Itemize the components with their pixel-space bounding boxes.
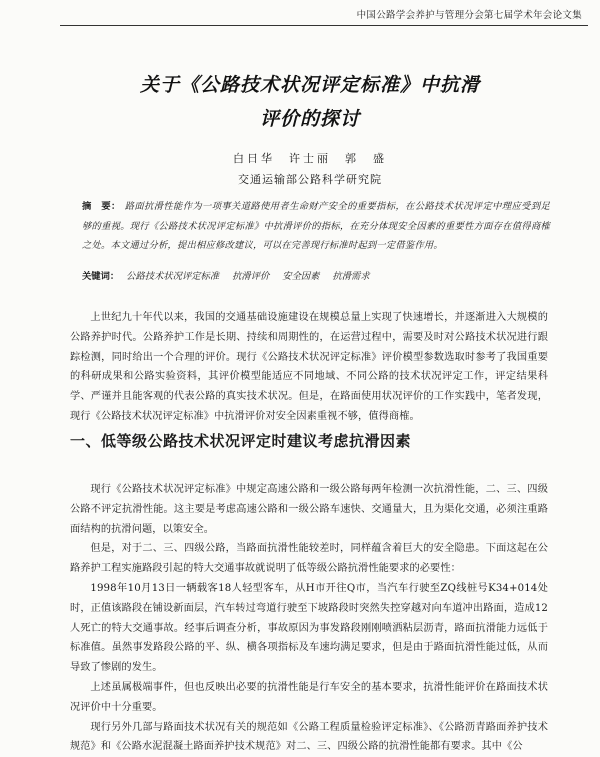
body-paragraph: 但是，对于二、三、四级公路，当路面抗滑性能较差时，同样蕴含着巨大的安全隐患。下面这起在公路养护工程实施路段引起的特大交通事故就说明了低等级公路抗滑性能要求的必要性：	[70, 543, 548, 575]
keywords	[82, 268, 550, 282]
author-list: 白日华 许士丽 郭 盛	[233, 152, 387, 165]
keyword-item: 抗滑评价	[232, 271, 270, 282]
paper-title-line1: 关于《公路技术状况评定标准》中抗滑	[139, 74, 480, 96]
paper-title-line2: 评价的探讨	[259, 108, 360, 130]
keyword-item: 公路技术状况评定标准	[126, 271, 220, 282]
body-paragraph: 1998年10月13日一辆载客18人轻型客车，从H市开往Q市，当汽车行驶至ZQ线桩号K34+014处时，正值该路段在铺设新面层，汽车转过弯道行驶至下坡路段时突然失控穿越对向车道冲出路面，造成12人死亡的特大交通事故。经事后调查分析，事故原因为事发路段刚刚喷洒粘层沥青，路面抗滑能力远低于标准值。虽然事发路段公路的平、纵、横各项指标及车速均满足要求，但是由于路面抗滑性能过低，从而导致了惨剧的发生。	[70, 582, 548, 674]
keyword-item: 安全因素	[282, 271, 320, 282]
section-body	[70, 480, 548, 757]
running-head: 中国公路学会养护与管理分会第七届学术年会论文集	[356, 10, 582, 21]
body-paragraph: 上述虽属极端事件，但也反映出必要的抗滑性能是行车安全的基本要求，抗滑性能评价在路面技术状况评价中十分重要。	[70, 681, 548, 713]
affiliation: 交通运输部公路科学研究院	[238, 173, 382, 186]
keyword-item: 抗滑需求	[332, 271, 370, 282]
body-paragraph: 现行另外几部与路面技术状况有关的规范如《公路工程质量检验评定标准》、《公路沥青路面养护技术规范》和《公路水泥混凝土路面养护技术规范》对二、三、四级公路的抗滑性能都有要求。其中《公	[70, 721, 548, 753]
abstract-text: 路面抗滑性能作为一项事关道路使用者生命财产安全的重要指标，在公路技术状况评定中理应受到足够的重视。现行《公路技术状况评定标准》中抗滑评价的指标，在充分体现安全因素的重要性方面存在值得商榷之处。本文通过分析，提出相应修改建议，可以在完善现行标准时起到一定借鉴作用。	[82, 201, 550, 252]
abstract-label: 摘 要：	[82, 201, 121, 212]
header-rule	[60, 25, 588, 26]
keywords-label: 关键词：	[82, 271, 120, 282]
section-heading: 一、低等级公路技术状况评定时建议考虑抗滑因素	[70, 432, 412, 450]
intro-paragraph: 上世纪九十年代以来，我国的交通基础设施建设在规模总量上实现了快速增长，并逐渐进入大规模的公路养护时代。公路养护工作是长期、持续和周期性的，在运营过程中，需要及时对公路技术状况进行跟踪检测，同时给出一个合理的评价。现行《公路技术状况评定标准》评价模型参数选取时参考了我国重要的科研成果和公路实验资料，其评价模型能适应不同地域、不同公路的技术状况评定工作，评定结果科学、严谨并且能客观的代表公路的真实技术状况。但是，在路面使用状况评价的工作实践中，笔者发现，现行《公路技术状况评定标准》中抗滑评价对安全因素重视不够，值得商榷。	[70, 312, 548, 422]
abstract	[82, 197, 550, 256]
intro-section	[70, 308, 548, 427]
body-paragraph: 现行《公路技术状况评定标准》中规定高速公路和一级公路每两年检测一次抗滑性能，二、三、四级公路不评定抗滑性能。这主要是考虑高速公路和一级公路车速快、交通量大，且为渠化交通，必须注重路面结构的抗滑问题，以策安全。	[70, 484, 548, 535]
